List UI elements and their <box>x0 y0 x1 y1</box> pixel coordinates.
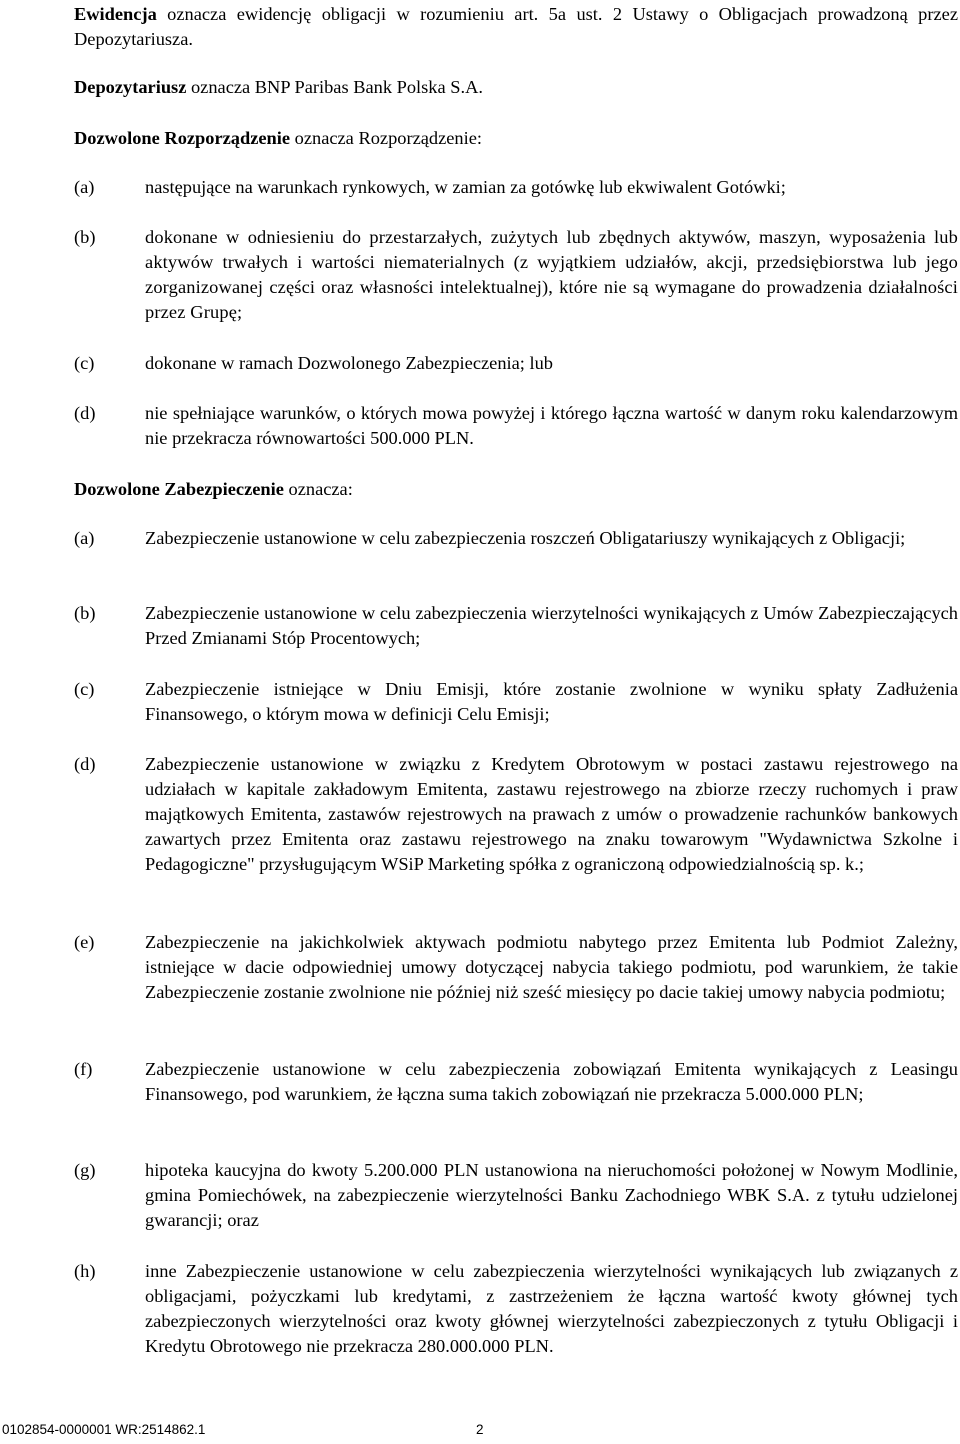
list-item-label: (b) <box>74 603 96 623</box>
list-item-text: dokonane w ramach Dozwolonego Zabezpieczenia; lub <box>145 353 553 373</box>
term-ewidencja: Ewidencja <box>74 4 157 24</box>
term-dozwolone-zabezpieczenie: Dozwolone Zabezpieczenie <box>74 479 284 499</box>
definition-dozwolone-rozporzadzenie <box>74 126 958 151</box>
definition-dozwolone-zabezpieczenie-text: oznacza: <box>283 479 353 499</box>
term-depozytariusz: Depozytariusz <box>74 77 187 97</box>
list-item-label: (c) <box>74 353 95 373</box>
list-item-text: Zabezpieczenie ustanowione w celu zabezpieczenia roszczeń Obligatariuszy wynikających z Obligacji; <box>145 528 906 548</box>
list-item-text: nie spełniające warunków, o których mowa powyżej i którego łączna wartość w danym roku kalendarzowym nie przekracza równowartości 500.000 PLN. <box>145 403 958 448</box>
term-dozwolone-rozporzadzenie: Dozwolone Rozporządzenie <box>74 128 291 148</box>
list-item-text: Zabezpieczenie ustanowione w celu zabezpieczenia zobowiązań Emitenta wynikających z Leasingu Finansowego, pod warunkiem, że łączna suma takich zobowiązań nie przekracza 5.000.000 PLN; <box>145 1059 958 1104</box>
definition-depozytariusz-text: oznacza BNP Paribas Bank Polska S.A. <box>186 77 483 97</box>
list-item-text: Zabezpieczenie istniejące w Dniu Emisji, które zostanie zwolnione w wyniku spłaty Zadłużenia Finansowego, o którym mowa w definicji Celu Emisji; <box>145 679 958 724</box>
list-item-text: Zabezpieczenie ustanowione w związku z Kredytem Obrotowym w postaci zastawu rejestrowego na udziałach w kapitale zakładowym Emitenta, zastawu rejestrowego na zbiorze rzeczy ruchomych i praw majątkowych Emitenta, zastawów rejestrowych na prawach z umów o prowadzenie rachunków bankowych zawartych przez Emitenta oraz zastawu rejestrowego na znaku towarowym "Wydawnictwa Szkolne i Pedagogiczne" przysługującym WSiP Marketing spółka z ograniczoną odpowiedzialnością sp. k.; <box>145 754 958 874</box>
footer-doc-id: 0102854-0000001 WR:2514862.1 <box>2 1422 206 1437</box>
list-item-label: (h) <box>74 1261 96 1281</box>
definition-depozytariusz <box>74 75 958 100</box>
list-item-label: (f) <box>74 1059 93 1079</box>
list-item-text: dokonane w odniesieniu do przestarzałych, zużytych lub zbędnych aktywów, maszyn, wyposażenia lub aktywów trwałych i wartości niematerialnych (z wyjątkiem udziałów, akcji, przedsiębiorstwa lub jego zorganizowanej części oraz własności intelektualnej), które nie są wymagane do prowadzenia działalności przez Grupę; <box>145 227 958 322</box>
list-item-label: (d) <box>74 403 96 423</box>
list-item-text: Zabezpieczenie na jakichkolwiek aktywach podmiotu nabytego przez Emitenta lub Podmiot Zależny, istniejące w dacie odpowiedniej umowy dotyczącej nabycia takiego podmiotu, pod warunkiem, że takie Zabezpieczenie zostanie zwolnione nie później niż sześć miesięcy po dacie takiej umowy nabycia podmiotu; <box>145 932 958 1002</box>
definition-dozwolone-rozporzadzenie-text: oznacza Rozporządzenie: <box>290 128 483 148</box>
list-item-label: (d) <box>74 754 96 774</box>
list-item-text: Zabezpieczenie ustanowione w celu zabezpieczenia wierzytelności wynikających z Umów Zabezpieczających Przed Zmianami Stóp Procentowych; <box>145 603 958 648</box>
list-item-text: hipoteka kaucyjna do kwoty 5.200.000 PLN ustanowiona na nieruchomości położonej w Nowym Modlinie, gmina Pomiechówek, na zabezpieczenie wierzytelności Banku Zachodniego WBK S.A. z tytułu udzielonej gwarancji; oraz <box>145 1160 958 1230</box>
definition-ewidencja <box>74 2 958 52</box>
list-item-label: (e) <box>74 932 95 952</box>
list-item-text: inne Zabezpieczenie ustanowione w celu zabezpieczenia wierzytelności wynikających lub związanych z obligacjami, pożyczkami lub kredytami, z zastrzeżeniem że łączna wartość kwoty głównej tych zabezpieczonych wierzytelności oraz kwoty głównej wierzytelności zabezpieczonych z tytułu Obligacji i Kredytu Obrotowego nie przekracza 280.000.000 PLN. <box>145 1261 958 1356</box>
list-item-label: (b) <box>74 227 96 247</box>
list-item-label: (a) <box>74 528 95 548</box>
definition-dozwolone-zabezpieczenie <box>74 477 958 502</box>
list-item-label: (g) <box>74 1160 96 1180</box>
list-item-text: następujące na warunkach rynkowych, w zamian za gotówkę lub ekwiwalent Gotówki; <box>145 177 786 197</box>
list-item-label: (a) <box>74 177 95 197</box>
footer-page-number: 2 <box>476 1422 484 1437</box>
list-item-label: (c) <box>74 679 95 699</box>
definition-ewidencja-text: oznacza ewidencję obligacji w rozumieniu art. 5a ust. 2 Ustawy o Obligacjach prowadzoną przez Depozytariusza. <box>74 4 958 49</box>
